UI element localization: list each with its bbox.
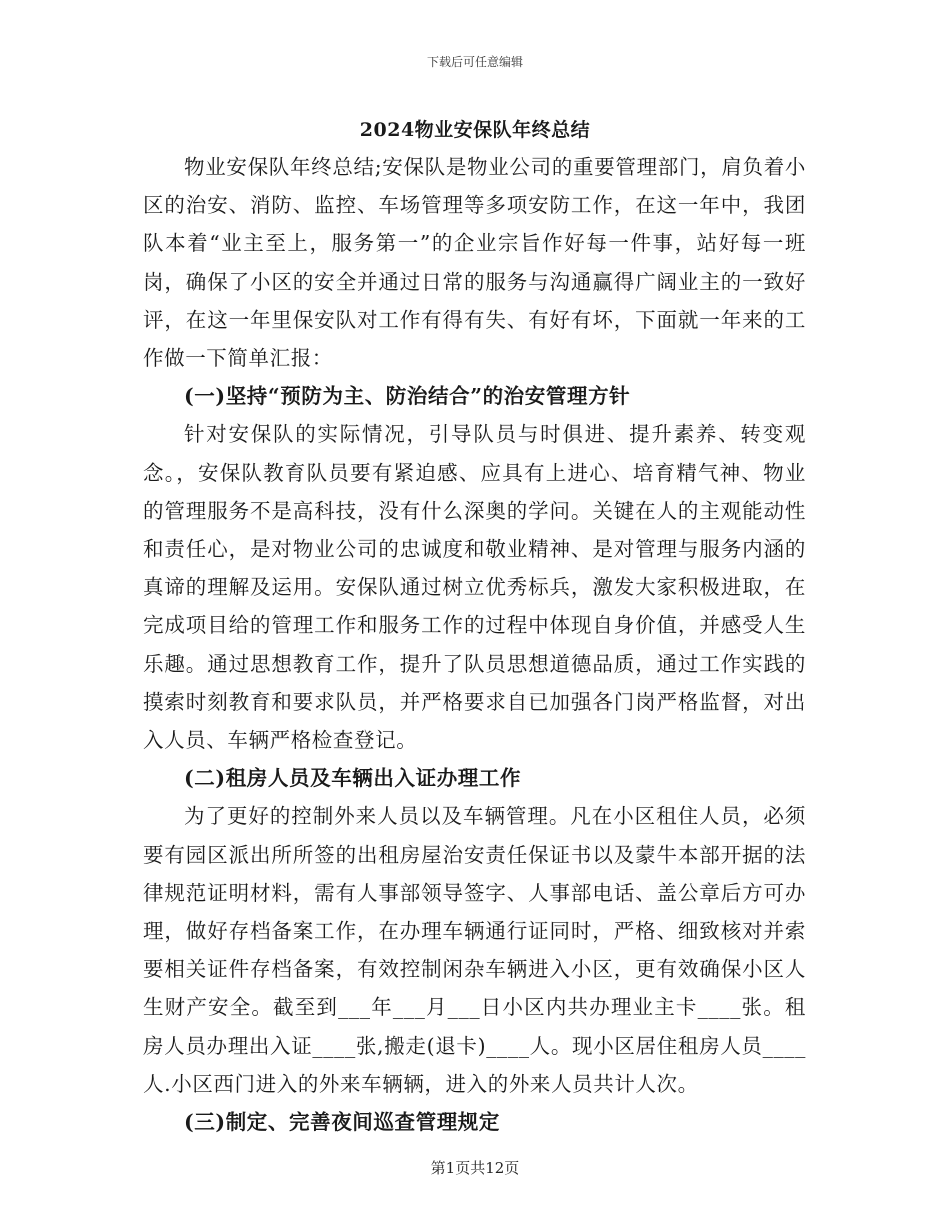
document-title: 2024物业安保队年终总结 (359, 119, 591, 141)
section-1-heading: (一)坚持“预防为主、防治结合”的治安管理方针 (184, 384, 631, 409)
section-2-heading: (二)租房人员及车辆出入证办理工作 (184, 766, 522, 791)
intro-paragraph: 物业安保队年终总结;安保队是物业公司的重要管理部门，肩负着小区的治安、消防、监控、车场管理等多项安防工作，在这一年中，我团队本着“业主至上，服务第一”的企业宗旨作好每一件事，站好每一班岗，确保了小区的安全并通过日常的服务与沟通赢得广阔业主的一致好评，在这一年里保安队对工作有得有失、有好有坏，下面就一年来的工作做一下简单汇报： (143, 155, 806, 371)
header-note: 下载后可任意编辑 (426, 55, 523, 69)
section-1-paragraph: 针对安保队的实际情况，引导队员与时俱进、提升素养、转变观念。，安保队教育队员要有紧迫感、应具有上进心、培育精气神、物业的管理服务不是高科技，没有什么深奥的学问。关键在人的主观能动性和责任心，是对物业公司的忠诚度和敬业精神、是对管理与服务内涵的真谛的理解及运用。安保队通过树立优秀标兵，激发大家积极进取，在完成项目给的管理工作和服务工作的过程中体现自身价值，并感受人生乐趣。通过思想教育工作，提升了队员思想道德品质，通过工作实践的摸索时刻教育和要求队员，并严格要求自已加强各门岗严格监督，对出入人员、车辆严格检查登记。 (143, 422, 806, 753)
section-2-paragraph: 为了更好的控制外来人员以及车辆管理。凡在小区租住人员，必须要有园区派出所所签的出租房屋治安责任保证书以及蒙牛本部开据的法律规范证明材料，需有人事部领导签字、人事部电话、盖公章后方可办理，做好存档备案工作，在办理车辆通行证同时，严格、细致核对并索要相关证件存档备案，有效控制闲杂车辆进入小区，更有效确保小区人生财产安全。截至到___年___月___日小区内共办理业主卡____张。租房人员办理出入证____张,搬走(退卡)____人。现小区居住租房人员____人.小区西门进入的外来车辆辆，进入的外来人员共计人次。 (143, 804, 806, 1096)
section-3-heading: (三)制定、完善夜间巡查管理规定 (184, 1110, 500, 1135)
document-body (143, 148, 806, 1141)
page-footer: 第1页共12页 (430, 1159, 520, 1177)
